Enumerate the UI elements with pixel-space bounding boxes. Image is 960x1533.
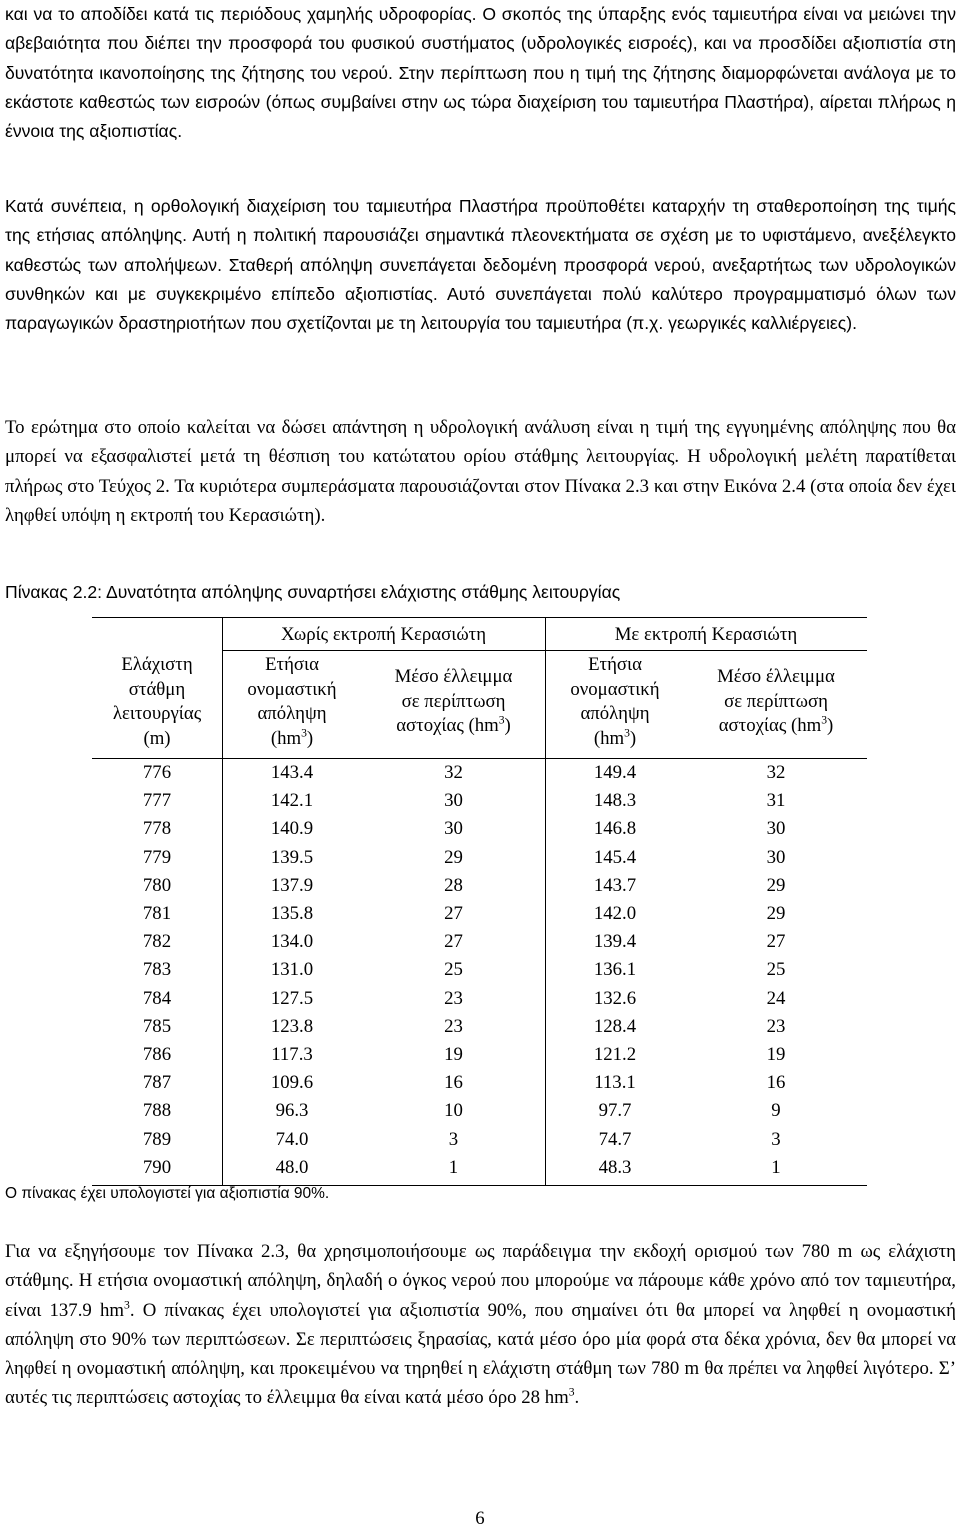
header-line: Ετήσια <box>588 654 642 675</box>
header-line: Ελάχιστη <box>121 654 193 675</box>
group-header-without-diversion: Χωρίς εκτροπή Κερασιώτη <box>280 624 487 645</box>
cell-level: 779 <box>142 846 172 868</box>
unit-close: ) <box>306 727 314 749</box>
table-row <box>92 1126 867 1154</box>
header-line: σε περίπτωση <box>401 690 506 712</box>
cell-deficit-without: 23 <box>444 1015 463 1037</box>
table-row <box>92 928 867 956</box>
table-row <box>92 1097 867 1125</box>
cell-abstraction-without: 48.0 <box>275 1156 309 1178</box>
cell-deficit-with: 23 <box>766 1015 786 1037</box>
cell-abstraction-with: 139.4 <box>593 931 637 953</box>
table-row <box>92 900 867 928</box>
cell-deficit-with: 27 <box>766 931 786 953</box>
table-row <box>92 1069 867 1097</box>
cell-deficit-without: 30 <box>444 818 463 840</box>
cell-deficit-with: 30 <box>766 846 786 868</box>
cell-level: 776 <box>142 762 172 783</box>
unit-superscript: 3 <box>123 1298 130 1312</box>
cell-abstraction-without: 139.5 <box>270 846 314 868</box>
table-footnote: Ο πίνακας έχει υπολογιστεί για αξιοπιστία 90%. <box>5 1185 330 1202</box>
page-number: 6 <box>475 1508 485 1529</box>
table-row <box>92 787 867 815</box>
cell-abstraction-without: 140.9 <box>270 818 314 840</box>
unit-text: (hm <box>593 727 625 749</box>
unit-superscript: 3 <box>568 1386 575 1400</box>
header-line <box>685 714 867 739</box>
unit-superscript: 3 <box>301 726 307 740</box>
explanation-text-middle: . Ο πίνακας έχει υπολογιστεί για αξιοπιστία 90%, που σημαίνει ότι θα μπορεί να ληφθεί η ονομαστική απόληψη στο 90% των περιπτώσεων. Σε περιπτώσεις ξηρασίας, κατά μέσο όρο μία φορά στα δέκα χρόνια, δεν θα μπορεί να ληφθεί η ονομαστική απόληψη, και προκειμένου να τηρηθεί η ελάχιστη στάθμη των 780 m θα πρέπει να ληφθεί λιγότερο. Σ’ αυτές τις περιπτώσεις αστοχίας το έλλειμμα θα είναι κατά μέσο όρο 28 hm <box>5 1299 956 1409</box>
cell-abstraction-with: 136.1 <box>593 959 637 981</box>
cell-deficit-without: 29 <box>444 846 463 868</box>
cell-deficit-with: 29 <box>766 903 786 924</box>
cell-deficit-without: 27 <box>444 931 463 953</box>
column-header-abstraction-with <box>545 653 685 751</box>
header-line <box>222 727 362 752</box>
paragraph-reservoir-purpose: και να το αποδίδει κατά τις περιόδους χαμηλής υδροφορίας. Ο σκοπός της ύπαρξης ενός ταμιευτήρα είναι να μειώνει την αβεβαιότητα που διέπει την προσφορά του φυσικού συστήματος (υδρολογικές εισροές), και να προσδίδει αξιοπιστία στη δυνατότητα ικανοποίησης της ζήτησης του νερού. Στην περίπτωση που η τιμή της ζήτησης διαμορφώνεται ανάλογα με το εκάστοτε καθεστώς των εισροών (όπως συμβαίνει στην ως τώρα διαχείριση του ταμιευτήρα Πλαστήρα), αίρεται πλήρως η έννοια της αξιοπιστίας. <box>5 4 956 142</box>
column-header-deficit-with <box>685 665 867 739</box>
cell-abstraction-with: 148.3 <box>593 790 637 812</box>
cell-deficit-without: 1 <box>448 1156 459 1178</box>
paragraph-rational-management: Κατά συνέπεια, η ορθολογική διαχείριση του ταμιευτήρα Πλαστήρα προϋποθέτει καταρχήν τη σταθεροποίηση της τιμής της ετήσιας απόληψης. Αυτή η πολιτική παρουσιάζει σημαντικά πλεονεκτήματα σε σχέση με το υφιστάμενο, ανεξέλεγκτο καθεστώς των απολήψεων. Σταθερή απόληψη συνεπάγεται δεδομένη προσφορά νερού, ανεξαρτήτως των υδρολογικών συνθηκών και με συγκεκριμένο επίπεδο αξιοπιστίας. Αυτό συνεπάγεται πολύ καλύτερο προγραμματισμό όλων των παραγωγικών δραστηριοτήτων που σχετίζονται με τη λειτουργία του ταμιευτήρα (π.χ. γεωργικές καλλιέργειες). <box>5 196 956 334</box>
cell-level: 787 <box>142 1072 172 1094</box>
cell-deficit-with: 30 <box>766 818 786 840</box>
cell-deficit-with: 32 <box>766 762 786 783</box>
cell-level: 780 <box>142 874 172 896</box>
header-line: Ετήσια <box>265 654 319 675</box>
cell-deficit-without: 3 <box>448 1128 459 1150</box>
cell-abstraction-with: 145.4 <box>593 846 637 868</box>
paragraph-table-explanation <box>5 1237 956 1413</box>
table-row <box>92 956 867 984</box>
group-header-rule <box>222 650 867 651</box>
header-line: ονομαστική <box>247 678 337 700</box>
unit-superscript: 3 <box>624 726 630 740</box>
table-row <box>92 985 867 1013</box>
cell-level: 778 <box>142 818 172 840</box>
header-line: λειτουργίας <box>112 703 202 724</box>
header-line <box>362 714 545 739</box>
cell-abstraction-without: 135.8 <box>270 903 314 924</box>
cell-deficit-with: 16 <box>766 1072 786 1094</box>
cell-abstraction-with: 121.2 <box>593 1044 637 1065</box>
cell-level: 788 <box>142 1100 172 1122</box>
abstraction-table <box>92 617 867 1186</box>
unit-text: (hm <box>270 727 302 749</box>
header-line: Μέσο έλλειμμα <box>717 666 835 687</box>
unit-close: ) <box>629 727 637 749</box>
cell-level: 785 <box>142 1015 172 1037</box>
cell-deficit-with: 19 <box>766 1044 786 1065</box>
cell-deficit-with: 24 <box>766 987 786 1009</box>
cell-abstraction-with: 128.4 <box>593 1015 637 1037</box>
cell-deficit-without: 19 <box>444 1044 463 1065</box>
header-line: στάθμη <box>128 678 186 700</box>
unit-close: ) <box>827 715 834 736</box>
column-header-abstraction-without <box>222 653 362 751</box>
cell-abstraction-with: 143.7 <box>593 874 637 896</box>
table-row <box>92 759 867 787</box>
cell-abstraction-with: 97.7 <box>598 1100 632 1122</box>
cell-deficit-without: 32 <box>444 762 463 783</box>
cell-level: 784 <box>142 987 172 1009</box>
cell-abstraction-without: 74.0 <box>275 1128 309 1150</box>
paragraph-hydrological-question: Το ερώτημα στο οποίο καλείται να δώσει απάντηση η υδρολογική ανάλυση είναι η τιμή της εγγυημένης απόληψης που θα μπορεί να εξασφαλιστεί μετά τη θέσπιση του κατώτατου ορίου στάθμης λειτουργίας. Η υδρολογική μελέτη παρατίθεται πλήρως στο Τεύχος 2. Τα κυριότερα συμπεράσματα παρουσιάζονται στον Πίνακα 2.3 και στην Εικόνα 2.4 (στα οποία δεν έχει ληφθεί υπόψη η εκτροπή του Κερασιώτη). <box>5 417 956 526</box>
explanation-text-end: . <box>574 1387 580 1409</box>
cell-abstraction-with: 74.7 <box>598 1128 632 1150</box>
cell-abstraction-with: 48.3 <box>598 1156 632 1178</box>
cell-abstraction-without: 134.0 <box>270 931 314 953</box>
cell-deficit-with: 29 <box>766 874 786 896</box>
header-line <box>545 727 685 752</box>
cell-abstraction-with: 146.8 <box>593 818 637 840</box>
cell-deficit-without: 25 <box>444 959 463 981</box>
table-row <box>92 872 867 900</box>
table-row <box>92 815 867 843</box>
table-caption-title: Δυνατότητα απόληψης συναρτήσει ελάχιστης στάθμης λειτουργίας <box>105 582 621 602</box>
cell-deficit-without: 28 <box>444 874 463 896</box>
header-line: Μέσο έλλειμμα <box>394 666 513 687</box>
header-line: απόληψη <box>257 703 327 724</box>
cell-level: 783 <box>142 959 172 981</box>
cell-deficit-without: 16 <box>444 1072 463 1094</box>
cell-level: 789 <box>142 1128 172 1150</box>
table-row <box>92 1154 867 1182</box>
cell-deficit-without: 30 <box>444 790 463 812</box>
cell-abstraction-with: 149.4 <box>593 762 637 783</box>
cell-abstraction-without: 127.5 <box>270 987 314 1009</box>
cell-deficit-without: 10 <box>444 1100 463 1122</box>
cell-abstraction-with: 142.0 <box>593 903 637 924</box>
unit-superscript: 3 <box>498 713 505 727</box>
cell-abstraction-without: 131.0 <box>270 959 314 981</box>
cell-abstraction-without: 123.8 <box>270 1015 314 1037</box>
cell-abstraction-with: 132.6 <box>593 987 637 1009</box>
column-header-deficit-without <box>362 665 545 739</box>
cell-level: 790 <box>142 1156 172 1178</box>
cell-abstraction-without: 142.1 <box>270 790 314 812</box>
cell-abstraction-with: 113.1 <box>594 1072 636 1094</box>
cell-deficit-with: 25 <box>766 959 786 981</box>
column-header-level <box>92 653 222 751</box>
cell-level: 777 <box>142 790 172 812</box>
cell-deficit-without: 23 <box>444 987 463 1009</box>
cell-deficit-without: 27 <box>444 903 463 924</box>
table-row <box>92 844 867 872</box>
cell-deficit-with: 31 <box>766 790 786 812</box>
cell-deficit-with: 9 <box>771 1100 781 1122</box>
table-row <box>92 1013 867 1041</box>
explanation-text-start: Για να εξηγήσουμε τον Πίνακα 2.3, θα χρησιμοποιήσουμε ως παράδειγμα την εκδοχή ορισμού των 780 m ως ελάχιστη στάθμης. Η ετήσια ονομαστική απόληψη, δηλαδή ο όγκος νερού που μπορούμε να πάρουμε κάθε χρόνο από τον ταμιευτήρα, είναι 137.9 hm <box>5 1241 956 1321</box>
unit-text: αστοχίας (hm <box>718 715 822 736</box>
header-line: ονομαστική <box>570 678 660 700</box>
cell-deficit-with: 1 <box>771 1156 781 1178</box>
table-caption-number: Πίνακας 2.2: <box>5 582 106 602</box>
cell-abstraction-without: 117.3 <box>271 1044 313 1065</box>
group-header-with-diversion: Με εκτροπή Κερασιώτη <box>614 624 798 645</box>
cell-abstraction-without: 137.9 <box>270 874 314 896</box>
cell-abstraction-without: 143.4 <box>270 762 314 783</box>
cell-deficit-with: 3 <box>771 1128 781 1150</box>
cell-level: 786 <box>142 1044 172 1065</box>
header-line: απόληψη <box>580 703 650 724</box>
table-row <box>92 1041 867 1069</box>
header-line: (m) <box>143 727 171 749</box>
unit-superscript: 3 <box>821 713 828 727</box>
header-line: σε περίπτωση <box>724 690 828 712</box>
cell-level: 782 <box>142 931 172 953</box>
unit-text: αστοχίας (hm <box>396 715 499 736</box>
cell-level: 781 <box>142 903 172 924</box>
table-caption <box>5 580 620 604</box>
cell-abstraction-without: 109.6 <box>270 1072 314 1094</box>
unit-close: ) <box>504 715 511 736</box>
cell-abstraction-without: 96.3 <box>275 1100 309 1122</box>
